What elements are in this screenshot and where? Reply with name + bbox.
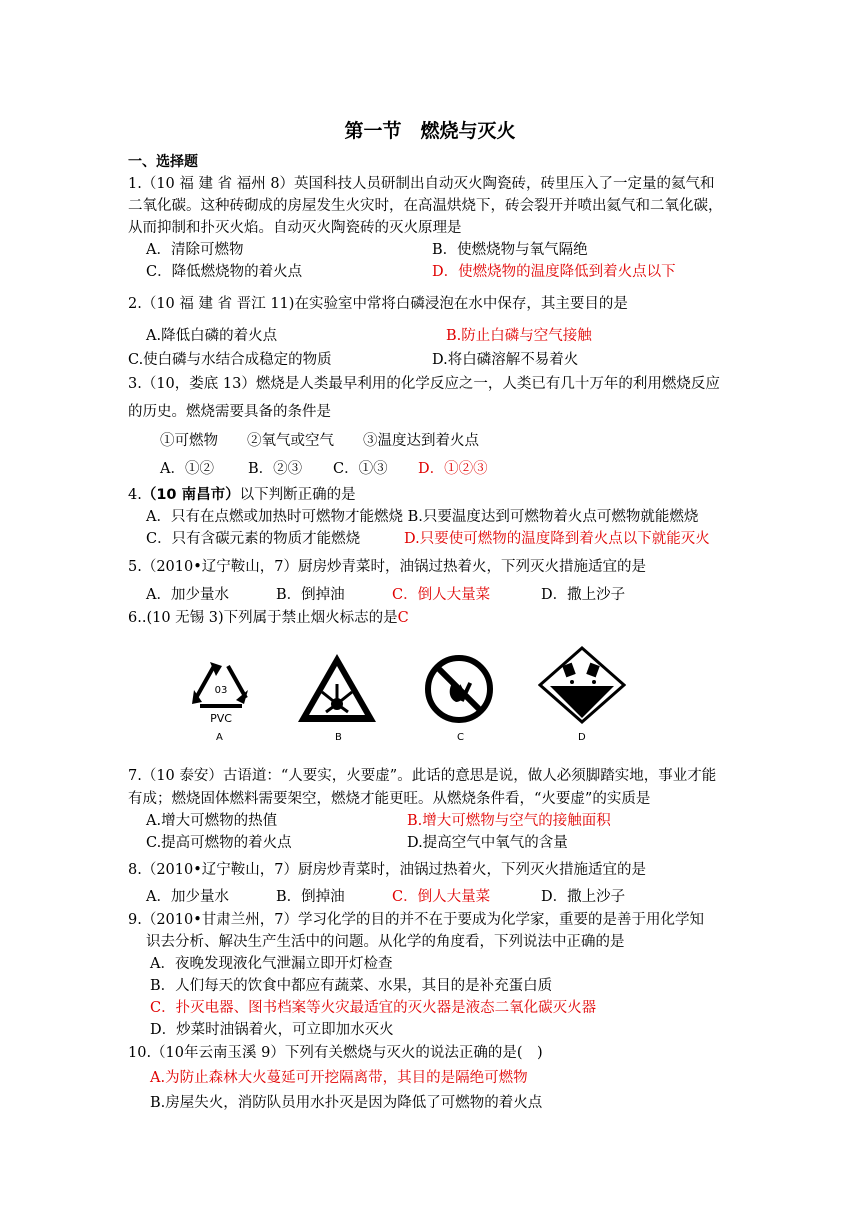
explosive-warning-sign	[296, 652, 378, 724]
q5-option-c-answer: C．倒人大量菜	[392, 587, 491, 603]
q4-option-d-answer: D.只要使可燃物的温度降到着火点以下就能灭火	[404, 531, 710, 547]
q3-stem-line-2: 的历史。燃烧需要具备的条件是	[128, 404, 331, 420]
q7-option-d: D.提高空气中氧气的含量	[407, 835, 568, 851]
q7-option-c: C.提高可燃物的着火点	[146, 835, 292, 851]
q3-conditions: ①可燃物 ②氧气或空气 ③温度达到着火点	[160, 433, 479, 449]
q10-option-a-answer: A.为防止森林大火蔓延可开挖隔离带，其目的是隔绝可燃物	[150, 1070, 528, 1086]
section-heading: 一、选择题	[128, 154, 198, 170]
q1-option-c: C．降低燃烧物的着火点	[146, 264, 303, 280]
q8-option-c-answer: C．倒人大量菜	[392, 889, 491, 905]
q8-option-a: A．加少量水	[146, 889, 229, 905]
q7-option-b-answer: B.增大可燃物与空气的接触面积	[407, 813, 611, 829]
q2-option-d: D.将白磷溶解不易着火	[432, 352, 579, 368]
q7-stem-line-2: 有成；燃烧固体燃料需要架空，燃烧才能更旺。从燃烧条件看，“火要虚”的实质是	[128, 791, 651, 807]
q4-option-c: C．只有含碳元素的物质才能燃烧	[146, 531, 361, 547]
q4-number: 4.	[128, 487, 142, 503]
q3-option-a: A．①②	[160, 461, 214, 477]
q5-stem: 5.（2010•辽宁鞍山，7）厨房炒青菜时，油锅过热着火，下列灭火措施适宜的是	[128, 559, 647, 575]
q2-option-b-answer: B.防止白磷与空气接触	[446, 328, 592, 344]
q1-stem-line-1: 1.（10 福 建 省 福州 8）英国科技人员研制出自动灭火陶瓷砖，砖里压入了一定量的氦气和	[128, 176, 715, 192]
q6-stem	[128, 608, 409, 628]
q1-stem-line-2: 二氧化碳。这种砖砌成的房屋发生火灾时，在高温烘烧下，砖会裂开并喷出氦气和二氧化碳，	[128, 198, 723, 214]
q5-option-d: D．撒上沙子	[541, 587, 626, 603]
q2-stem: 2.（10 福 建 省 晋江 11)在实验室中常将白磷浸泡在水中保存，其主要目的是	[128, 296, 628, 312]
recycle-pvc-sign	[186, 660, 256, 724]
sign-d-caption: D	[578, 732, 586, 743]
q7-stem-line-1: 7.（10 泰安）古语道：“人要实，火要虚”。此话的意思是说，做人必须脚踏实地，事业才能	[128, 768, 717, 784]
no-fire-sign	[424, 654, 494, 724]
corrosive-sign	[538, 646, 626, 724]
q6-stem-text: 6..(10 无锡 3)下列属于禁止烟火标志的是	[128, 610, 398, 626]
q6-answer: C	[397, 610, 409, 626]
q3-option-b: B．②③	[248, 461, 303, 477]
q1-option-a: A．清除可燃物	[146, 242, 244, 258]
q1-stem-line-3: 从而抑制和扑灭火焰。自动灭火陶瓷砖的灭火原理是	[128, 220, 462, 236]
q5-option-a: A．加少量水	[146, 587, 229, 603]
q9-option-a: A．夜晚发现液化气泄漏立即开灯检查	[150, 956, 393, 972]
q9-stem-line-1: 9.（2010•甘肃兰州，7）学习化学的目的并不在于要成为化学家，重要的是善于用化学知	[128, 912, 705, 928]
sign-a-caption: A	[216, 732, 223, 743]
sign-a-code: 03	[214, 685, 228, 696]
q1-option-d-answer: D．使燃烧物的温度降低到着火点以下	[432, 264, 676, 280]
q3-stem-line-1: 3.（10，娄底 13）燃烧是人类最早利用的化学反应之一，人类已有几十万年的利用燃烧反应	[128, 376, 720, 392]
q4-option-ab: A．只有在点燃或加热时可燃物才能燃烧 B.只要温度达到可燃物着火点可燃物就能燃烧	[146, 509, 699, 525]
q4-stem-text: 以下判断正确的是	[239, 487, 356, 503]
q9-option-d: D．炒菜时油锅着火，可立即加水灭火	[150, 1022, 394, 1038]
page-title: 第一节 燃烧与灭火	[344, 120, 516, 142]
q4-source: （10 南昌市）	[141, 487, 240, 503]
q7-option-a: A.增大可燃物的热值	[146, 813, 278, 829]
q4-stem	[128, 485, 356, 505]
q8-stem: 8.（2010•辽宁鞍山，7）厨房炒青菜时，油锅过热着火，下列灭火措施适宜的是	[128, 862, 647, 878]
q3-option-c: C．①③	[333, 461, 388, 477]
q8-option-d: D．撒上沙子	[541, 889, 626, 905]
q10-stem: 10.（10年云南玉溪 9）下列有关燃烧与灭火的说法正确的是( )	[128, 1045, 543, 1061]
q10-option-b: B.房屋失火，消防队员用水扑灭是因为降低了可燃物的着火点	[150, 1095, 543, 1111]
q8-option-b: B．倒掉油	[276, 889, 345, 905]
q9-option-b: B．人们每天的饮食中都应有蔬菜、水果，其目的是补充蛋白质	[150, 978, 553, 994]
sign-a-label: PVC	[210, 712, 232, 724]
q2-option-a: A.降低白磷的着火点	[146, 328, 278, 344]
q9-stem-line-2: 识去分析、解决生产生活中的问题。从化学的角度看，下列说法中正确的是	[146, 934, 625, 950]
q3-option-d-answer: D．①②③	[418, 461, 488, 477]
q5-option-b: B．倒掉油	[276, 587, 345, 603]
q2-option-c: C.使白磷与水结合成稳定的物质	[128, 352, 332, 368]
q9-option-c-answer: C．扑灭电器、图书档案等火灾最适宜的灭火器是液态二氧化碳灭火器	[150, 1000, 597, 1016]
q1-option-b: B．使燃烧物与氧气隔绝	[432, 242, 588, 258]
sign-c-caption: C	[457, 732, 464, 743]
sign-b-caption: B	[335, 732, 342, 743]
